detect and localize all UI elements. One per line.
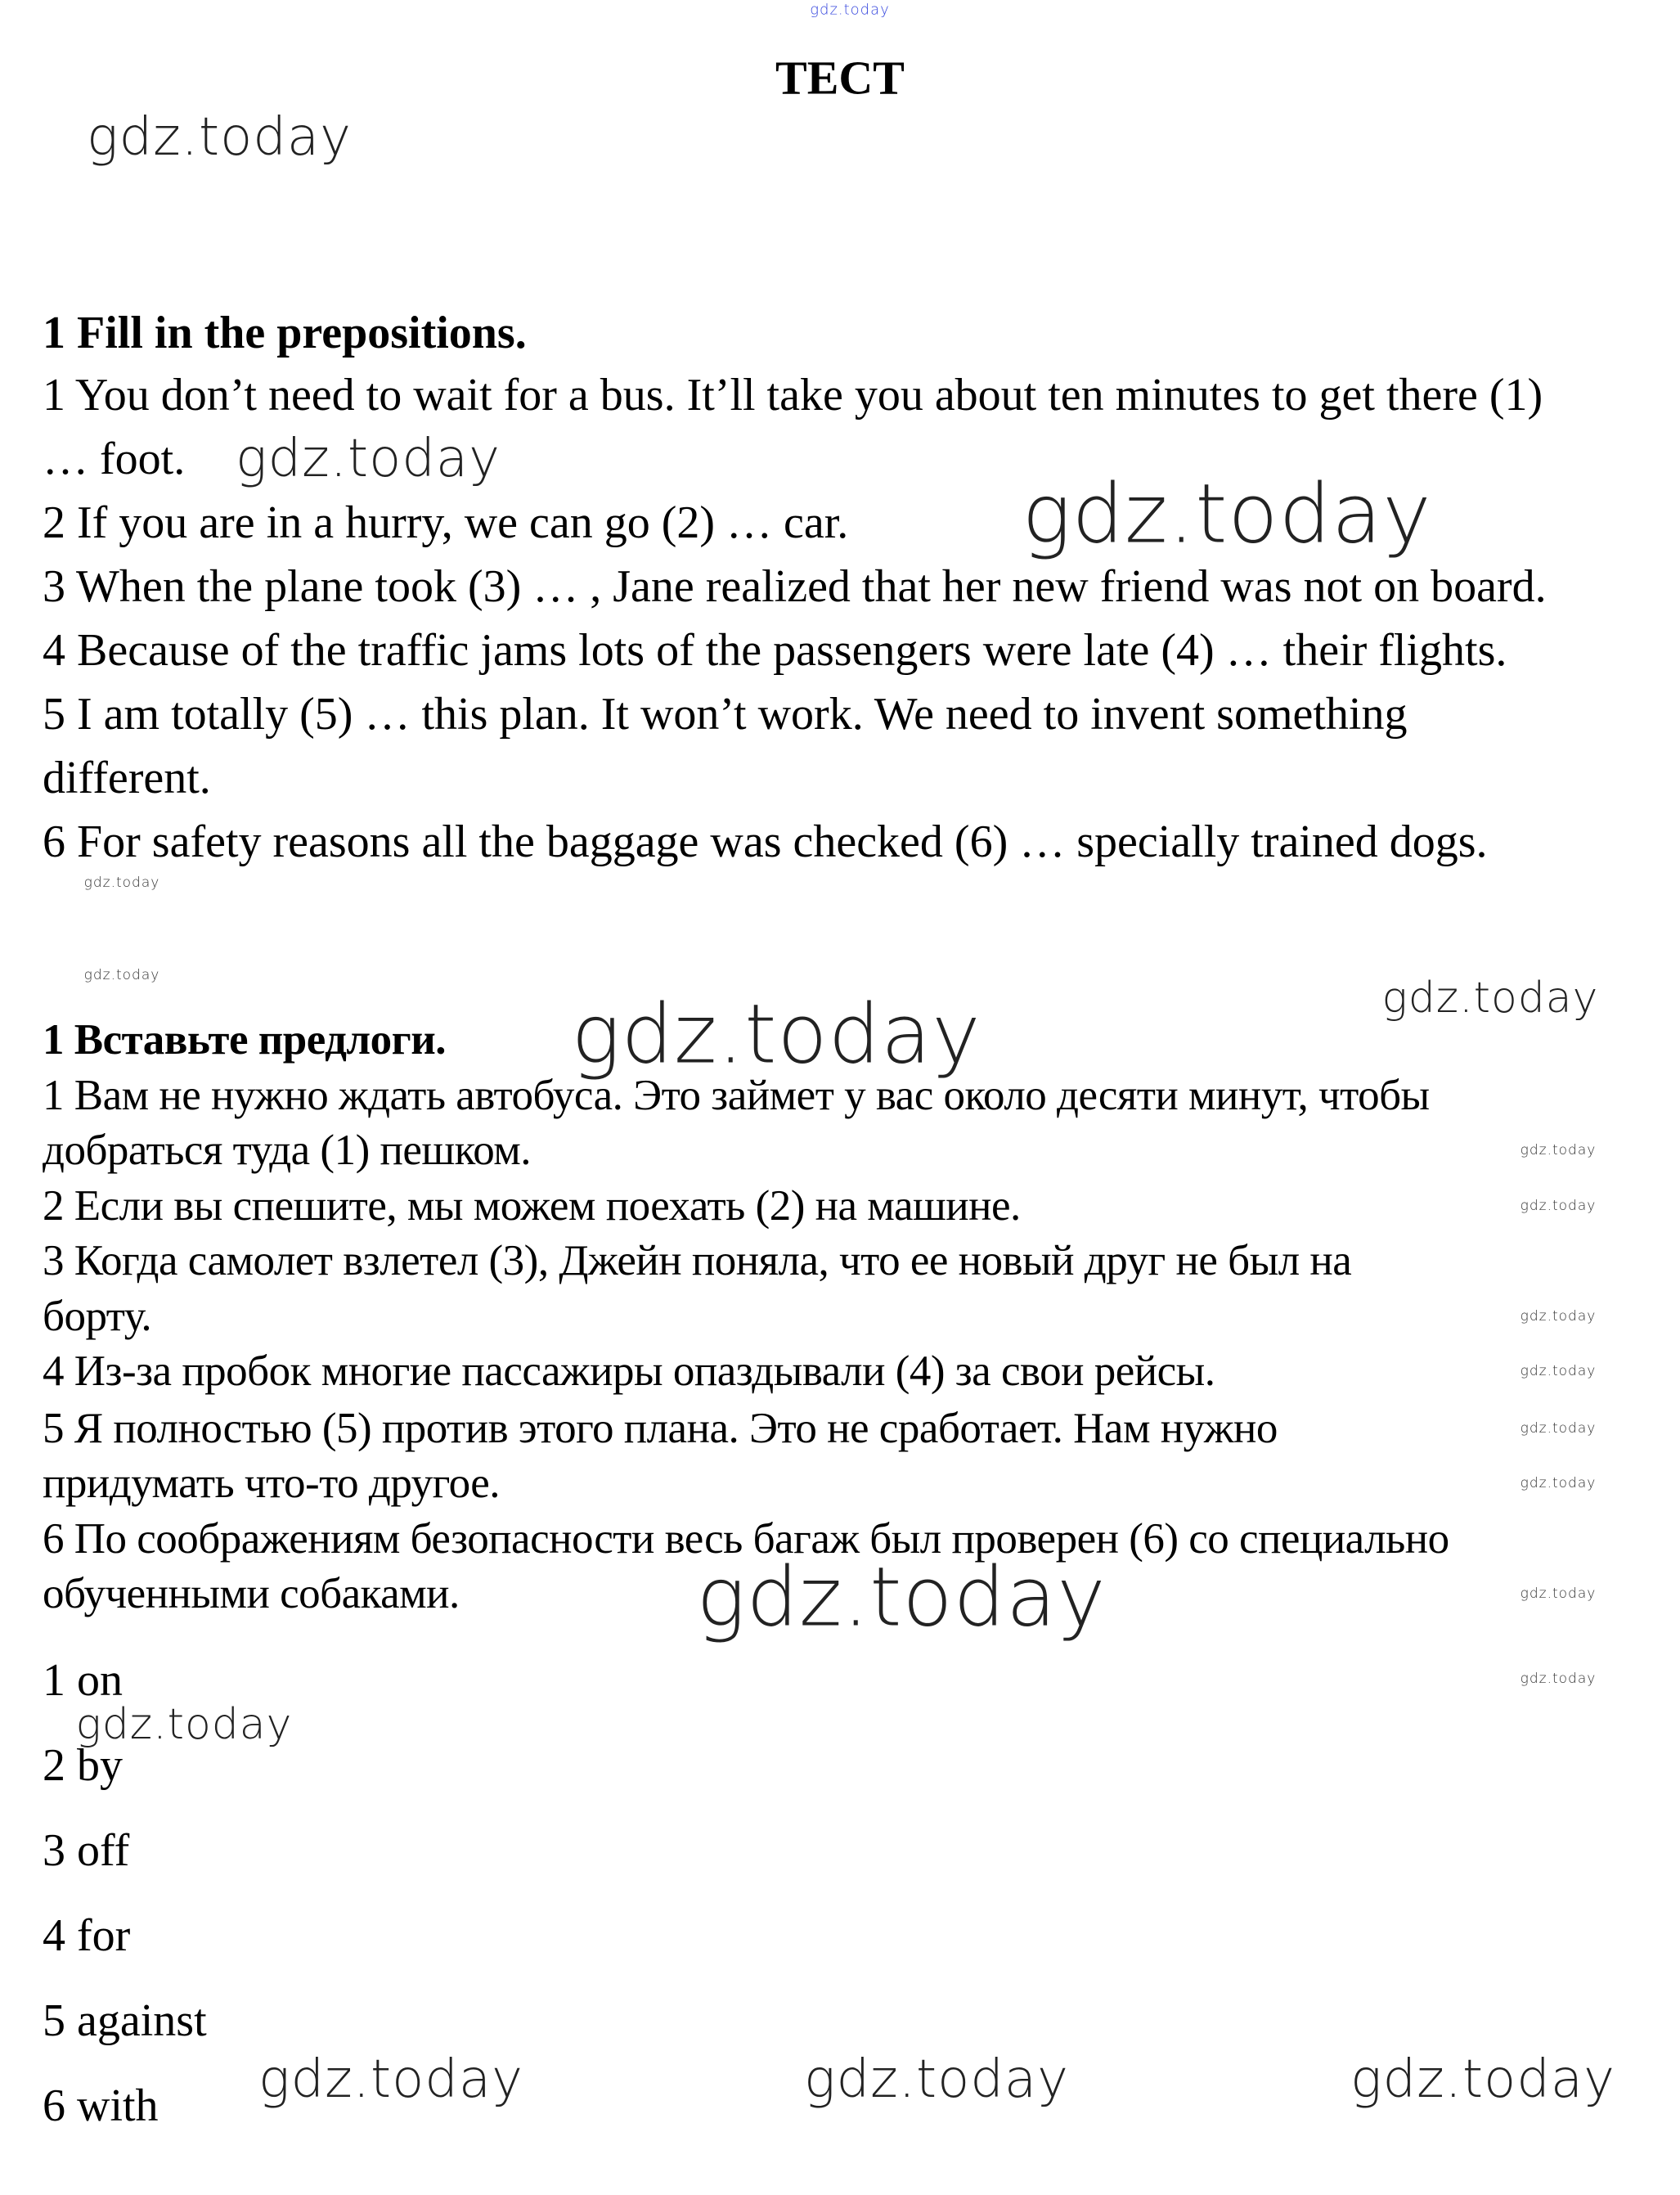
watermark: gdz.today <box>810 1 890 19</box>
watermark: gdz.today <box>1520 1142 1597 1158</box>
exercise-line: 1 You don’t need to wait for a bus. It’ll take you about ten minutes to get there (1) <box>43 370 1543 421</box>
answer: 4 for <box>43 1910 131 1961</box>
translation-line: 2 Если вы спешите, мы можем поехать (2) на машине. <box>43 1182 1021 1230</box>
watermark: gdz.today <box>83 875 160 891</box>
exercise-line: 3 When the plane took (3) … , Jane realized that her new friend was not on board. <box>43 561 1547 612</box>
answer: 2 by <box>43 1740 123 1791</box>
exercise-line: 4 Because of the traffic jams lots of the passengers were late (4) … their flights. <box>43 625 1507 676</box>
watermark: gdz.today <box>1381 974 1599 1023</box>
answer: 1 on <box>43 1655 123 1706</box>
translation-line: придумать что-то другое. <box>43 1460 500 1507</box>
watermark: gdz.today <box>1520 1198 1597 1214</box>
translation-line: 3 Когда самолет взлетел (3), Джейн поняла, что ее новый друг не был на <box>43 1237 1352 1284</box>
watermark: gdz.today <box>1022 466 1432 562</box>
watermark: gdz.today <box>571 986 981 1082</box>
watermark: gdz.today <box>696 1549 1107 1645</box>
watermark: gdz.today <box>258 2049 523 2110</box>
answer: 5 against <box>43 1995 207 2046</box>
exercise-line: 5 I am totally (5) … this plan. It won’t work. We need to invent something <box>43 689 1408 740</box>
answer: 3 off <box>43 1825 130 1876</box>
watermark: gdz.today <box>1520 1363 1597 1379</box>
watermark: gdz.today <box>1520 1475 1597 1491</box>
translation-line: 1 Вам не нужно ждать автобуса. Это займет у вас около десяти минут, чтобы <box>43 1072 1430 1119</box>
translation-line: добраться туда (1) пешком. <box>43 1127 532 1174</box>
watermark: gdz.today <box>1520 1420 1597 1437</box>
page-title: ТЕСТ <box>775 51 905 105</box>
exercise-line: … foot. <box>43 434 186 484</box>
exercise-line: different. <box>43 753 211 803</box>
watermark: gdz.today <box>75 1700 293 1749</box>
watermark: gdz.today <box>1520 1586 1597 1602</box>
translation-line: 4 Из-за пробок многие пассажиры опаздывали (4) за свои рейсы. <box>43 1347 1215 1395</box>
exercise-line: 2 If you are in a hurry, we can go (2) … car. <box>43 497 849 548</box>
exercise-heading-ru: 1 Вставьте предлоги. <box>43 1016 446 1064</box>
exercise-line: 6 For safety reasons all the baggage was checked (6) … specially trained dogs. <box>43 816 1488 867</box>
answer: 6 with <box>43 2080 159 2131</box>
translation-line: 5 Я полностью (5) против этого плана. Это не сработает. Нам нужно <box>43 1405 1278 1452</box>
watermark: gdz.today <box>87 107 352 168</box>
translation-line: обученными собаками. <box>43 1570 460 1617</box>
watermark: gdz.today <box>804 2049 1069 2110</box>
exercise-heading-en: 1 Fill in the prepositions. <box>43 308 527 358</box>
watermark: gdz.today <box>1520 1671 1597 1687</box>
watermark: gdz.today <box>236 429 501 489</box>
translation-line: борту. <box>43 1293 152 1340</box>
translation-line: 6 По соображениям безопасности весь багаж был проверен (6) со специально <box>43 1515 1449 1563</box>
watermark: gdz.today <box>1350 2049 1615 2110</box>
watermark: gdz.today <box>1520 1308 1597 1325</box>
watermark: gdz.today <box>83 967 160 983</box>
